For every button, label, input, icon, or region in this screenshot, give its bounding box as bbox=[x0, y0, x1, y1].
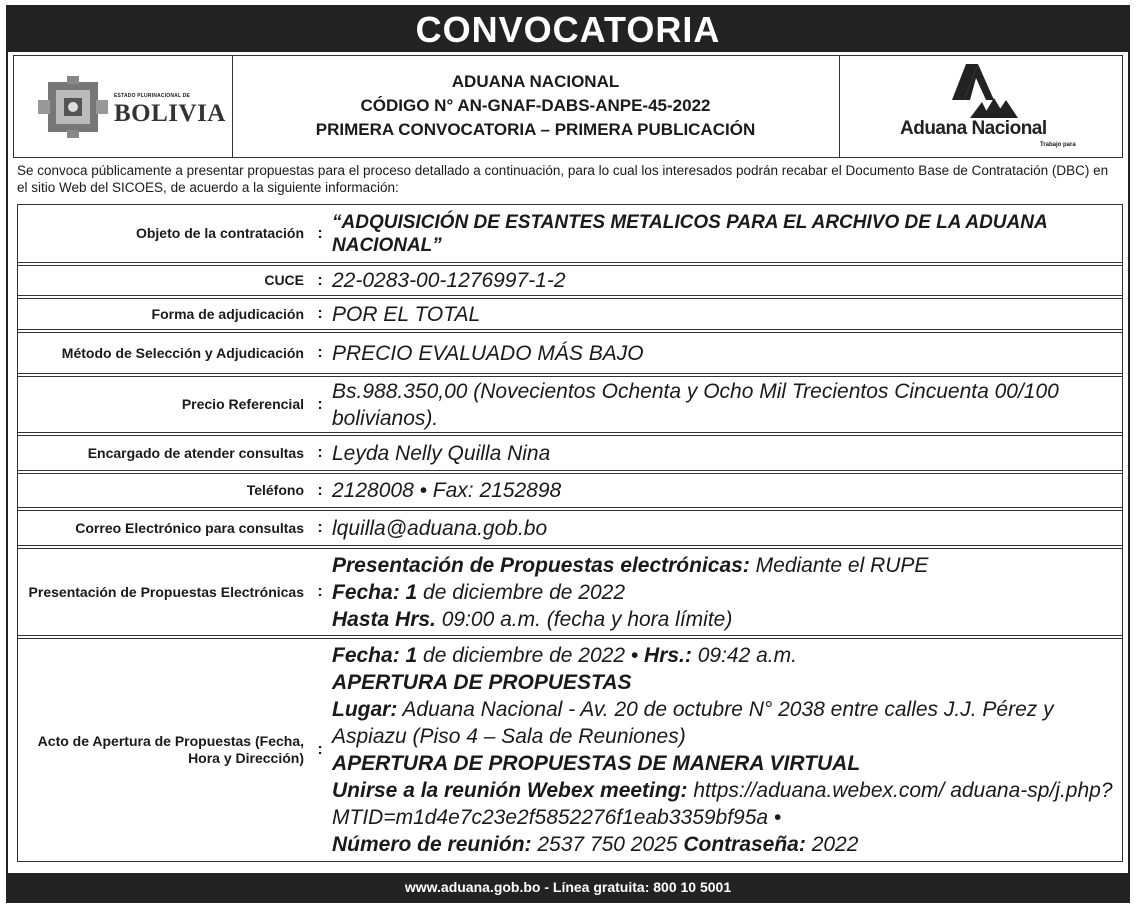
acto-l1-bold: Fecha: 1 bbox=[332, 644, 418, 667]
aduana-logo-tagline: Trabajo para bbox=[1040, 142, 1076, 148]
row-encargado bbox=[18, 435, 1122, 471]
value-encargado: Leyda Nelly Quilla Nina bbox=[332, 441, 551, 465]
colon: : bbox=[317, 395, 323, 413]
aduana-logo-cell bbox=[840, 56, 1122, 157]
acto-l3-bold: Lugar: bbox=[332, 698, 398, 721]
notice-title: CONVOCATORIA bbox=[8, 7, 1128, 52]
value-precio: Bs.988.350,00 (Novecientos Ochenta y Ocho Mil Trecientos Cincuenta 00/100 bolivianos). bbox=[332, 379, 1059, 430]
acto-line-3 bbox=[332, 696, 1114, 750]
bolivia-logo-text: BOLIVIA bbox=[114, 100, 226, 127]
row-metodo bbox=[18, 332, 1122, 374]
acto-l6-rest: 2022 bbox=[805, 833, 859, 856]
acto-l1-bold2: Hrs.: bbox=[644, 644, 692, 667]
row-telefono bbox=[18, 473, 1122, 508]
value-telefono: 2128008 • Fax: 2152898 bbox=[332, 479, 562, 502]
acto-l4-bold: APERTURA DE PROPUESTAS DE MANERA VIRTUAL bbox=[332, 752, 861, 775]
acto-line-1 bbox=[332, 642, 1114, 669]
value-objeto: “ADQUISICIÓN DE ESTANTES METALICOS PARA EL ARCHIVO DE LA ADUANA NACIONAL” bbox=[332, 211, 1047, 256]
colon: : bbox=[317, 224, 323, 242]
row-acto bbox=[18, 638, 1122, 862]
colon: : bbox=[317, 741, 323, 758]
colon: : bbox=[317, 271, 323, 289]
header-title-block bbox=[232, 56, 840, 157]
label-correo: Correo Electrónico para consultas bbox=[75, 519, 304, 536]
label-telefono: Teléfono bbox=[246, 482, 304, 498]
colon: : bbox=[317, 305, 323, 322]
presentacion-line-1 bbox=[332, 552, 1114, 579]
presentacion-l3-rest: 09:00 a.m. (fecha y hora límite) bbox=[435, 607, 733, 631]
acto-l3-rest: Aduana Nacional - Av. 20 de octubre N° 2038 entre calles J.J. Pérez y Aspiazu (Piso 4 – Sala de Reuniones) bbox=[332, 698, 1054, 748]
value-forma: POR EL TOTAL bbox=[332, 302, 481, 326]
acto-l1-rest: 09:42 a.m. bbox=[691, 644, 797, 667]
label-acto: Acto de Apertura de Propuestas (Fecha, Hora y Dirección) bbox=[37, 733, 304, 766]
acto-line-5 bbox=[332, 777, 1114, 831]
info-table bbox=[17, 204, 1123, 862]
header-code: CÓDIGO N° AN-GNAF-DABS-ANPE-45-2022 bbox=[360, 96, 711, 115]
acto-line-4 bbox=[332, 750, 1114, 777]
acto-line-6 bbox=[332, 831, 1114, 858]
aduana-logo-icon bbox=[924, 62, 1024, 122]
colon: : bbox=[317, 481, 323, 499]
value-cuce: 22-0283-00-1276997-1-2 bbox=[332, 269, 566, 292]
row-cuce bbox=[18, 265, 1122, 296]
aduana-logo-text: Aduana Nacional bbox=[900, 118, 1047, 139]
colon: : bbox=[317, 519, 323, 536]
notice-page bbox=[6, 5, 1130, 903]
presentacion-l1-rest: Mediante el RUPE bbox=[749, 553, 929, 577]
presentacion-l1-bold: Presentación de Propuestas electrónicas: bbox=[332, 553, 750, 577]
presentacion-l2-rest: de diciembre de 2022 bbox=[417, 580, 626, 604]
header-org-name: ADUANA NACIONAL bbox=[451, 72, 620, 91]
row-objeto bbox=[18, 205, 1122, 263]
webex-link[interactable]: https://aduana.webex.com/ aduana-sp/j.php?MTID=m1d4e7c23e2f5852276f1eab3359bf95a • bbox=[332, 779, 1113, 829]
row-correo bbox=[18, 510, 1122, 546]
presentacion-l2-bold: Fecha: 1 bbox=[332, 580, 418, 604]
value-correo: lquilla@aduana.gob.bo bbox=[332, 516, 548, 540]
label-precio: Precio Referencial bbox=[181, 396, 304, 412]
acto-l6-mid: 2537 750 2025 bbox=[531, 833, 684, 856]
acto-l1-mid: de diciembre de 2022 • bbox=[417, 644, 645, 667]
colon: : bbox=[317, 344, 323, 361]
value-acto bbox=[332, 642, 1122, 858]
value-metodo: PRECIO EVALUADO MÁS BAJO bbox=[332, 341, 644, 365]
footer-bar: www.aduana.gob.bo - Línea gratuita: 800 10 5001 bbox=[8, 873, 1128, 901]
bolivia-seal-icon bbox=[34, 76, 112, 138]
acto-l6-bold2: Contraseña: bbox=[683, 833, 806, 856]
presentacion-l3-bold: Hasta Hrs. bbox=[332, 607, 436, 631]
presentacion-line-3 bbox=[332, 606, 1114, 633]
value-presentacion bbox=[332, 552, 1122, 633]
row-precio bbox=[18, 376, 1122, 433]
acto-l5-bold: Unirse a la reunión Webex meeting: bbox=[332, 779, 688, 802]
acto-l6-bold: Número de reunión: bbox=[332, 833, 532, 856]
bolivia-logo-cell bbox=[14, 56, 233, 157]
presentacion-line-2 bbox=[332, 579, 1114, 606]
label-forma: Forma de adjudicación bbox=[151, 305, 304, 322]
acto-l2-bold: APERTURA DE PROPUESTAS bbox=[332, 671, 632, 694]
bolivia-logo-small-text: ESTADO PLURINACIONAL DE bbox=[114, 93, 191, 99]
acto-line-2 bbox=[332, 669, 1114, 696]
header-box bbox=[13, 55, 1123, 158]
header-call-type: PRIMERA CONVOCATORIA – PRIMERA PUBLICACIÓN bbox=[315, 120, 756, 139]
row-forma bbox=[18, 298, 1122, 330]
colon: : bbox=[317, 583, 323, 600]
label-cuce: CUCE bbox=[264, 272, 304, 288]
label-objeto: Objeto de la contratación bbox=[135, 225, 304, 241]
row-presentacion bbox=[18, 548, 1122, 636]
label-encargado: Encargado de atender consultas bbox=[87, 444, 304, 461]
label-presentacion: Presentación de Propuestas Electrónicas bbox=[28, 583, 304, 600]
intro-paragraph: Se convoca públicamente a presentar propuestas para el proceso detallado a continuación, para lo cual los interesados podrán recabar el Documento Base de Contratación (DBC) en el sitio Web del SICOES, de acuerdo a la siguiente información: bbox=[17, 163, 1109, 195]
label-metodo: Método de Selección y Adjudicación bbox=[61, 344, 304, 361]
colon: : bbox=[317, 444, 323, 461]
